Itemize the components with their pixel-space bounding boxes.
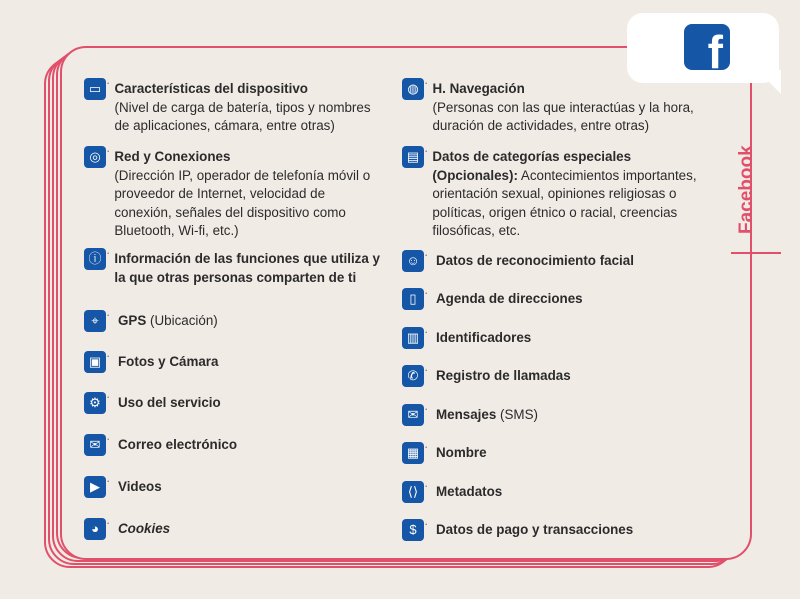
item-text	[436, 483, 502, 502]
item-title: Cookies	[118, 521, 171, 536]
document-icon: ▤	[402, 146, 424, 168]
item-title: Identificadores	[436, 330, 532, 345]
list-item	[84, 431, 384, 456]
name-card-icon: ▦	[402, 442, 424, 464]
gear-icon: ⚙	[84, 392, 106, 414]
bullet-dot: ·	[424, 75, 429, 90]
item-text	[432, 148, 702, 241]
item-title: Características del dispositivo	[114, 81, 308, 96]
bullet-dot: ·	[424, 285, 429, 300]
item-title: Fotos y Cámara	[118, 354, 219, 369]
item-title: Datos de pago y transacciones	[436, 522, 634, 537]
face-scan-icon: ☺	[402, 250, 424, 272]
item-text	[114, 148, 384, 241]
item-title: Mensajes	[436, 407, 497, 422]
id-badge-icon: ▥	[402, 327, 424, 349]
bullet-dot: ·	[106, 245, 111, 260]
list-item	[84, 143, 384, 241]
payment-coin-icon: $	[402, 519, 424, 541]
item-title: Agenda de direcciones	[436, 291, 583, 306]
facebook-logo-icon: f	[684, 24, 730, 70]
item-title: Red y Conexiones	[114, 149, 231, 164]
bullet-dot: ·	[424, 516, 429, 531]
list-item	[84, 515, 384, 540]
code-metadata-icon: ⟨⟩	[402, 481, 424, 503]
item-text	[436, 290, 583, 309]
item-title: Videos	[118, 479, 162, 494]
item-text	[118, 312, 218, 331]
item-title: Uso del servicio	[118, 395, 221, 410]
phone-call-icon: ✆	[402, 365, 424, 387]
network-icon: ◎	[84, 146, 106, 168]
item-text	[436, 444, 487, 463]
item-title: Registro de llamadas	[436, 368, 571, 383]
bullet-dot: ·	[106, 348, 111, 363]
bullet-dot: ·	[424, 439, 429, 454]
bullet-dot: ·	[106, 431, 111, 446]
item-text	[436, 406, 538, 425]
item-text	[118, 436, 237, 455]
item-title-suffix: (SMS)	[500, 407, 538, 422]
item-title-suffix: (Ubicación)	[150, 313, 218, 328]
item-description: Acontecimientos importantes, orientación sexual, opiniones religiosas o políticas, origen étnico o racial, creencias filosóficas, etc.	[432, 167, 697, 238]
item-text	[118, 394, 221, 413]
list-item	[84, 389, 384, 414]
item-text	[118, 520, 170, 539]
list-item	[84, 307, 384, 332]
envelope-icon: ✉	[84, 434, 106, 456]
list-item	[402, 324, 702, 349]
battery-icon: ▭	[84, 78, 106, 100]
chat-message-icon: ✉	[402, 404, 424, 426]
item-text	[118, 478, 162, 497]
bullet-dot: ·	[106, 75, 111, 90]
item-text	[436, 329, 531, 348]
item-title: Correo electrónico	[118, 437, 238, 452]
list-item	[402, 401, 702, 426]
item-text	[436, 252, 634, 271]
address-book-icon: ▯	[402, 288, 424, 310]
side-divider	[731, 252, 781, 254]
item-text	[118, 353, 218, 372]
facebook-side-label: Facebook	[736, 145, 757, 235]
item-title: GPS	[118, 313, 147, 328]
item-title: Información de las funciones que utiliza y la que otras personas comparten de ti	[114, 251, 380, 285]
list-item	[402, 439, 702, 464]
list-item	[84, 348, 384, 373]
item-title: Datos de reconocimiento facial	[436, 253, 634, 268]
bullet-dot: ·	[106, 473, 111, 488]
bullet-dot: ·	[424, 324, 429, 339]
bullet-dot: ·	[106, 307, 111, 322]
list-item	[84, 245, 384, 287]
item-text	[114, 80, 384, 136]
bullet-dot: ·	[106, 143, 111, 158]
bullet-dot: ·	[424, 401, 429, 416]
bullet-dot: ·	[424, 143, 429, 158]
shared-info-icon: ⓘ	[84, 248, 106, 270]
item-description: (Dirección IP, operador de telefonía móvil o proveedor de Internet, velocidad de conexión, señales del dispositivo como Bluetooth, Wi-fi, etc.)	[114, 167, 371, 238]
item-text	[436, 367, 571, 386]
list-item	[402, 285, 702, 310]
item-title: Nombre	[436, 445, 487, 460]
item-text	[114, 250, 384, 287]
bullet-dot: ·	[424, 478, 429, 493]
photo-camera-icon: ▣	[84, 351, 106, 373]
item-description: (Nivel de carga de batería, tipos y nombres de aplicaciones, cámara, entre otras)	[114, 99, 371, 133]
list-item	[84, 75, 384, 136]
list-item	[402, 75, 702, 136]
item-title: H. Navegación	[432, 81, 525, 96]
list-item	[402, 478, 702, 503]
bullet-dot: ·	[106, 515, 111, 530]
bullet-dot: ·	[424, 362, 429, 377]
list-item	[84, 473, 384, 498]
list-item	[402, 247, 702, 272]
bullet-dot: ·	[424, 247, 429, 262]
item-description: (Personas con las que interactúas y la hora, duración de actividades, entre otras)	[432, 99, 694, 133]
item-title: Datos de categorías especiales (Opcionales):	[432, 149, 632, 183]
speech-bubble-tail	[757, 70, 781, 94]
video-play-icon: ▶	[84, 476, 106, 498]
location-pin-icon: ⌖	[84, 310, 106, 332]
item-text	[436, 521, 633, 540]
globe-icon: ◍	[402, 78, 424, 100]
item-title: Metadatos	[436, 484, 503, 499]
list-item	[402, 516, 702, 541]
cookie-icon: ◕	[84, 518, 106, 540]
bullet-dot: ·	[106, 389, 111, 404]
list-item	[402, 362, 702, 387]
list-item	[402, 143, 702, 241]
item-text	[432, 80, 702, 136]
